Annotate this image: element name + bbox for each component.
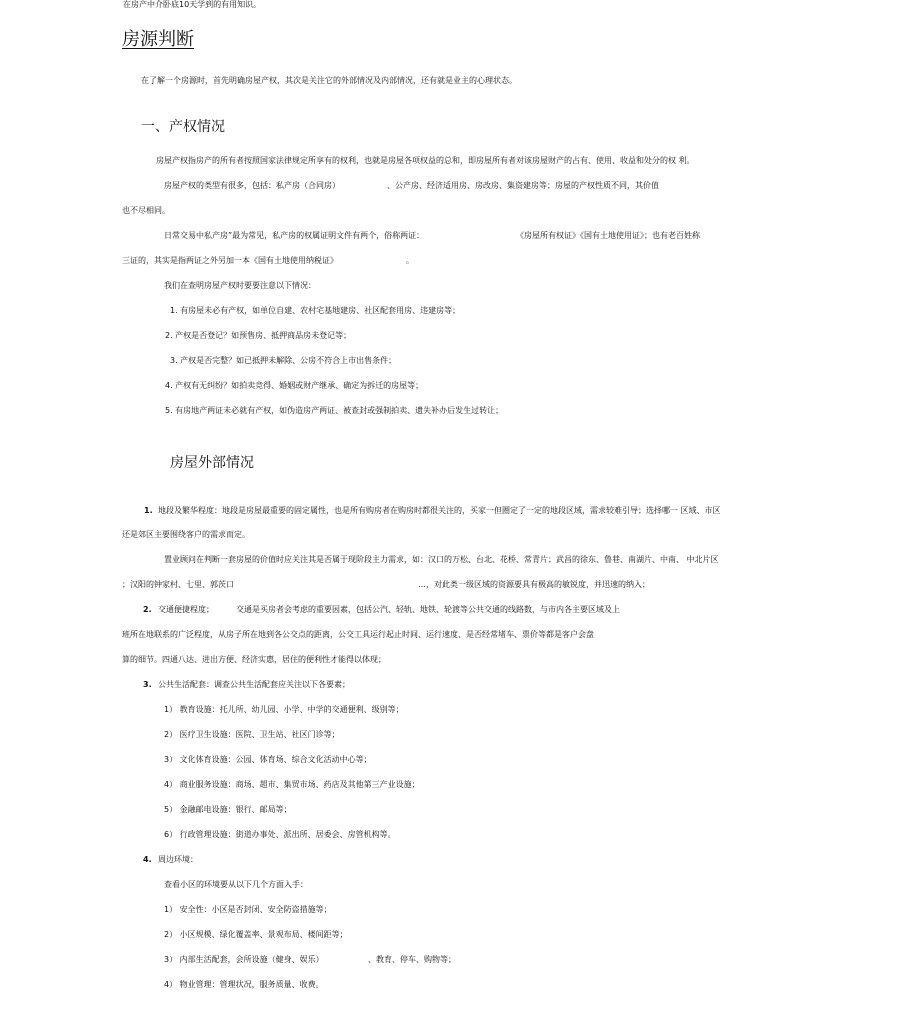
list-number	[143, 855, 152, 865]
list-item: 3. 产权是否完整？如已抵押未解除、公房不符合上市出售条件；	[170, 356, 397, 365]
number-label: 3.	[143, 680, 152, 689]
list-item: 3） 内部生活配套，会所设施（健身、娱乐）	[164, 955, 324, 964]
paragraph-text: 房屋产权的类型有很多，包括：私产房（合同房）	[164, 181, 340, 190]
intro-line: 在房产中介卧底10天学到的有用知识。	[123, 0, 262, 9]
paragraph-text: 算的细节。四通八达、进出方便、经济实惠，居住的便利性才能得以体现；	[122, 655, 386, 664]
section-heading-property-rights: 一、产权情况	[141, 119, 225, 135]
paragraph-text: 也不尽相同。	[122, 206, 170, 215]
paragraph-text: 查看小区的环境要从以下几个方面入手：	[164, 880, 308, 889]
list-item: 5. 有房地产两证未必就有产权，如伪造房产两证、被查封或强制拍卖、遗失补办后发生过转让；	[165, 406, 504, 415]
section-heading-exterior: 房屋外部情况	[170, 455, 254, 471]
list-item: 4） 商业服务设施：商场、超市、集贸市场、药店及其他第三产业设施；	[164, 780, 420, 789]
paragraph-text: 交通是买房者会考虑的重要因素，包括公汽、轻轨、地铁、轮渡等公共交通的线路数，与市内各主要区域及上	[236, 605, 620, 614]
list-item: 1） 安全性：小区是否封闭、安全防盗措施等；	[164, 905, 332, 914]
list-item: 1. 有房屋未必有产权，如单位自建、农村宅基地建房、社区配套用房、违建房等；	[170, 306, 461, 315]
paragraph-text: 、公产房、经济适用房、房改房、集资建房等；房屋的产权性质不同，其价值	[387, 181, 659, 190]
paragraph-text: 周边环境：	[158, 855, 198, 864]
list-item: 6） 行政管理设施：街道办事处、派出所、居委会、房管机构等。	[164, 830, 396, 839]
paragraph-text: 地段及繁华程度：地段是房屋最重要的固定属性，也是所有购房者在购房时都很关注的，买家一但圈定了一定的地段区域，需求较难引导；选择哪一 区域、市区	[158, 506, 721, 515]
paragraph-text: 。	[406, 256, 414, 265]
paragraph-text: 我们在查明房屋产权时要要注意以下情况：	[164, 281, 316, 290]
list-item: 、教育、停车、购物等；	[368, 955, 456, 964]
list-number	[143, 680, 152, 690]
paragraph-text: 交通便捷程度；	[158, 605, 214, 614]
paragraph-text: 公共生活配套：调查公共生活配套应关注以下各要素；	[158, 680, 350, 689]
list-item: 2. 产权是否登记？如预售房、抵押商品房未登记等；	[165, 331, 352, 340]
paragraph-text: 房屋产权指房产的所有者按照国家法律规定所享有的权利，也就是房屋各项权益的总和，即房屋所有者对该房屋财产的占有、使用、收益和处分的权 利。	[156, 156, 695, 165]
list-number	[143, 605, 152, 615]
number-label: 2.	[143, 605, 152, 614]
list-item: 2） 小区规模、绿化覆盖率、景观布局、楼间距等；	[164, 930, 348, 939]
paragraph-text: 置业顾问在判断一套房屋的价值时应关注其是否属于现阶段主力需求，如：汉口的万松、台北、花桥、常青片；武昌的徐东、鲁巷、南湖片、中南、 中北片区	[164, 555, 719, 564]
paragraph-text: ；汉阳的钟家村、七里、郭茨口	[122, 580, 234, 589]
list-item: 1） 教育设施：托儿所、幼儿园、小学、中学的交通便利、级别等；	[164, 705, 404, 714]
paragraph-text: 《房屋所有权证》《国有土地使用证》；也有老百姓称	[516, 231, 700, 240]
list-item: 2） 医疗卫生设施：医院、卫生站、社区门诊等；	[164, 730, 340, 739]
number-label: 1.	[144, 506, 153, 515]
list-item: 4. 产权有无纠纷？如拍卖竞得、婚姻或财产继承、确定为拆迁的房屋等；	[165, 381, 424, 390]
intro-paragraph: 在了解一个房源时，首先明确房屋产权，其次是关注它的外部情况及内部情况，还有就是业主的心理状态。	[141, 76, 517, 85]
paragraph-text: 三证的，其实是指两证之外另加一本《国有土地使用纳税证》	[122, 256, 338, 265]
number-label: 4.	[143, 855, 152, 864]
paragraph-text: 还是郊区主要围绕客户的需求而定。	[122, 530, 250, 539]
list-item: 4） 物业管理：管理状况，服务质量、收费。	[164, 980, 324, 989]
list-number	[144, 506, 153, 516]
paragraph-text: 班所在地联系的广泛程度，从房子所在地到各公交点的距离，公交工具运行起止时间、运行速度、是否经常堵车、票价等都是客户会盘	[122, 630, 594, 639]
paragraph-text: …，对此类一级区域的资源要具有极高的敏锐度，并迅速的纳入；	[418, 580, 650, 589]
list-item: 3） 文化体育设施：公园、体育场、综合文化活动中心等；	[164, 755, 372, 764]
list-item: 5） 金融邮电设施：银行、邮局等；	[164, 805, 292, 814]
page-title: 房源判断	[122, 29, 194, 50]
paragraph-text: 日常交易中私产房”最为常见，私产房的权属证明文件有两个，俗称两证：	[164, 231, 425, 240]
